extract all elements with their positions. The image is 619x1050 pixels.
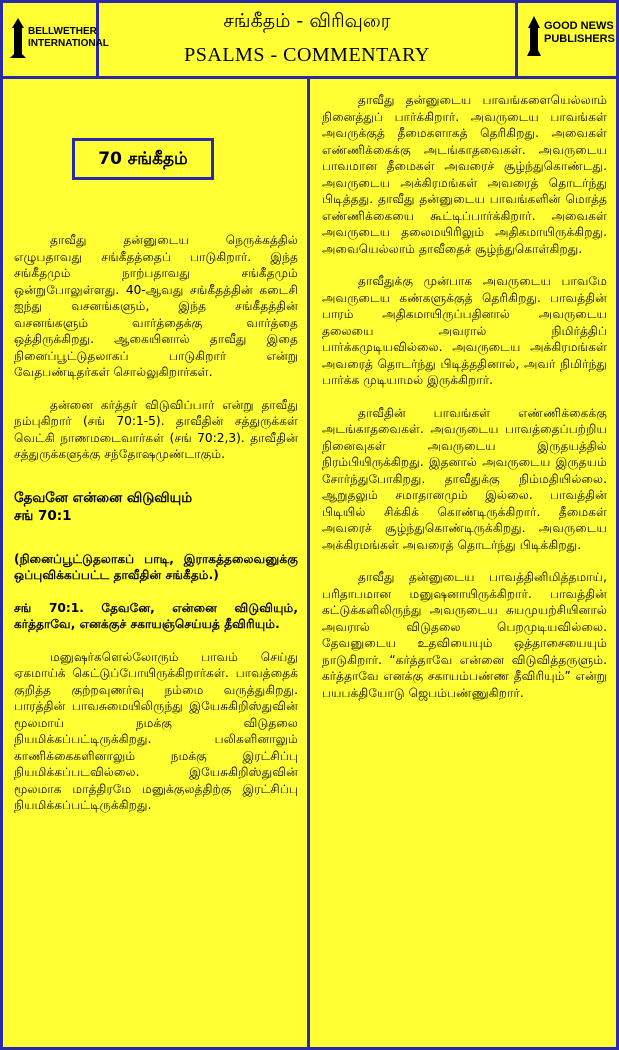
psalm-number-box: 70 சங்கீதம் [72, 138, 214, 180]
section-heading: தேவனே என்னை விடுவியும் [14, 489, 193, 506]
page-header [0, 0, 619, 76]
right-paragraph-4: தாவீது தன்னுடைய பாவத்தினிமித்தமாய், பரிதாபமான மனுஷனாயிருக்கிறார். பாவத்தின் கட்டுக்களிலிருந்து அவருடைய சுயமுயற்சியினால் அவரால் விடுதலை பெறமுடியவில்லை. தேவனுடைய உதவியையும் ஒத்தாசையையும் நாடுகிறார். “கர்த்தாவே என்னை விடுவித்தருளும். கர்த்தாவே எனக்கு சகாயம்பண்ண தீவிரியும்” என்று பயபக்தியோடு ஜெபம்பண்ணுகிறார். [322, 570, 607, 700]
bell-tower-icon [8, 18, 28, 58]
right-paragraph-1: தாவீது தன்னுடைய பாவங்களையெல்லாம் நினைத்துப் பார்க்கிறார். அவருடைய பாவங்கள் அவருக்குத் தீமைகளாகத் தெரிகிறது. அவைகள் எண்ணிக்கைக்கு அடங்காதவைகள். அவருடைய பாவமான தீமைகள் அவரைச் சூழ்ந்துகொண்டது. அவருடைய அக்கிரமங்கள் அவரைத் தொடர்ந்து பிடித்தது. தாவீது தன்னுடைய பாவங்களின் மொத்த எண்ணிக்கையை கூட்டிப்பார்க்கிறார். அவைகள் அவருடைய தலைமயிரிலும் அதிகமாயிருக்கிறது. அவையெல்லாம் தாவீதைச் சூழ்ந்துகொள்கிறது. [322, 93, 607, 256]
right-paragraph-2: தாவீதுக்கு முன்பாக அவருடைய பாவமே அவருடைய கண்களுக்குத் தெரிகிறது. பாவத்தின் பாரம் அதிகமாயிருப்பதினால் அவருடைய தலையை அவரால் நிமிர்த்திப் பார்க்கமுடியவில்லை. அவருடைய அக்கிரமங்கள் அவரைத் தொடர்ந்து பிடித்ததினால், அவர் நிமிர்ந்து பார்க்க முடியாமல் இருக்கிறார். [322, 274, 607, 387]
left-paragraph-3: மனுஷர்களெல்லோரும் பாவம் செய்து ஏகமாய்க் கெட்டுப்போயிருக்கிறார்கள். பாவத்தைக் குறித்த குற்றவுணர்வு நம்மை வருத்துகிறது. பாரத்தின் பாவசுமையிலிருந்து இயேசுகிறிஸ்துவின் மூலமாய் நமக்கு விடுதலை நியமிக்கப்பட்டிருக்கிறது. பலிகளினாலும் காணிக்கைகளினாலும் நமக்கு இரட்சிப்பு நியமிக்கப்படவில்லை. இயேசுகிறிஸ்துவின் மூலமாக மாத்திரமே மனுக்குலத்திற்கு இரட்சிப்பு நியமிக்கப்பட்டிருக்கிறது. [14, 649, 298, 812]
left-paragraph-1: தாவீது தன்னுடைய நெருக்கத்தில் எழுபதாவது சங்கீதத்தைப் பாடுகிறார். இந்த சங்கீதமும் நாற்பதாவது சங்கீதமும் ஒன்றுபோலுள்ளது. 40-ஆவது சங்கீதத்தின் கடைசி ஐந்து வசனங்களும், இந்த சங்கீதத்தின் வசனங்களும் வார்த்தைக்கு வார்த்தை ஒத்திருக்கிறது. ஆகையினால் தாவீது இதை நினைப்பூட்டுதலாகப் பாடுகிறார் என்று வேதபண்டிதர்கள் சொல்லுகிறார்கள். [14, 233, 298, 379]
title-tamil: சங்கீதம் - விரிவுரை [223, 10, 391, 32]
superscription: (நினைப்பூட்டுதலாகப் பாடி, இராகத்தலைவனுக்கு ஒப்புவிக்கப்பட்ட தாவீதின் சங்கீதம்.) [14, 551, 298, 582]
section-reference: சங் 70:1 [14, 507, 72, 524]
title-english: PSALMS - COMMENTARY [184, 44, 430, 66]
lamp-icon [526, 16, 542, 56]
column-divider [307, 76, 310, 1050]
good-news-logo [515, 0, 619, 76]
left-paragraph-2: தன்னை கர்த்தர் விடுவிப்பார் என்று தாவீது நம்புகிறார் (சங் 70:1-5). தாவீதின் சத்துருக்கள் வெட்கி நாணமடைவார்கள் (சங் 70:2,3). தாவீதின் சத்துருக்களுக்கு சந்தோஷமுண்டாகும். [14, 397, 298, 461]
right-paragraph-3: தாவீதின் பாவங்கள் எண்ணிக்கைக்கு அடங்காதவைகள். அவருடைய பாவத்தைப்பற்றிய நினைவுகள் அவருடைய இருதயத்தில் நிரம்பியிருக்கிறது. இதனால் அவருடைய இருதயம் சோர்ந்துபோகிறது. தாவீதுக்கு நிம்மதியில்லை. ஆறுதலும் சமாதானமும் இல்லை. பாவத்தின் பிடியில் சிக்கிக் கொண்டிருக்கிறார். தீமைகள் அவரைச் சூழ்ந்துகொண்டிருக்கிறது. அவருடைய அக்கிரமங்கள் அவரைத் தொடர்ந்து பிடிக்கிறது. [322, 405, 607, 552]
bellwether-logo [0, 0, 109, 76]
right-column [322, 92, 607, 701]
title-area [99, 0, 515, 76]
good-news-logo-text: GOOD NEWS PUBLISHERS [544, 20, 615, 45]
verse-text: சங் 70:1. தேவனே, என்னை விடுவியும், கர்த்தாவே, எனக்குச் சகாயஞ்செய்யத் தீவிரியும். [14, 600, 298, 631]
left-column [14, 232, 298, 814]
bellwether-logo-text: BELLWETHER INTERNATIONAL [28, 26, 109, 49]
